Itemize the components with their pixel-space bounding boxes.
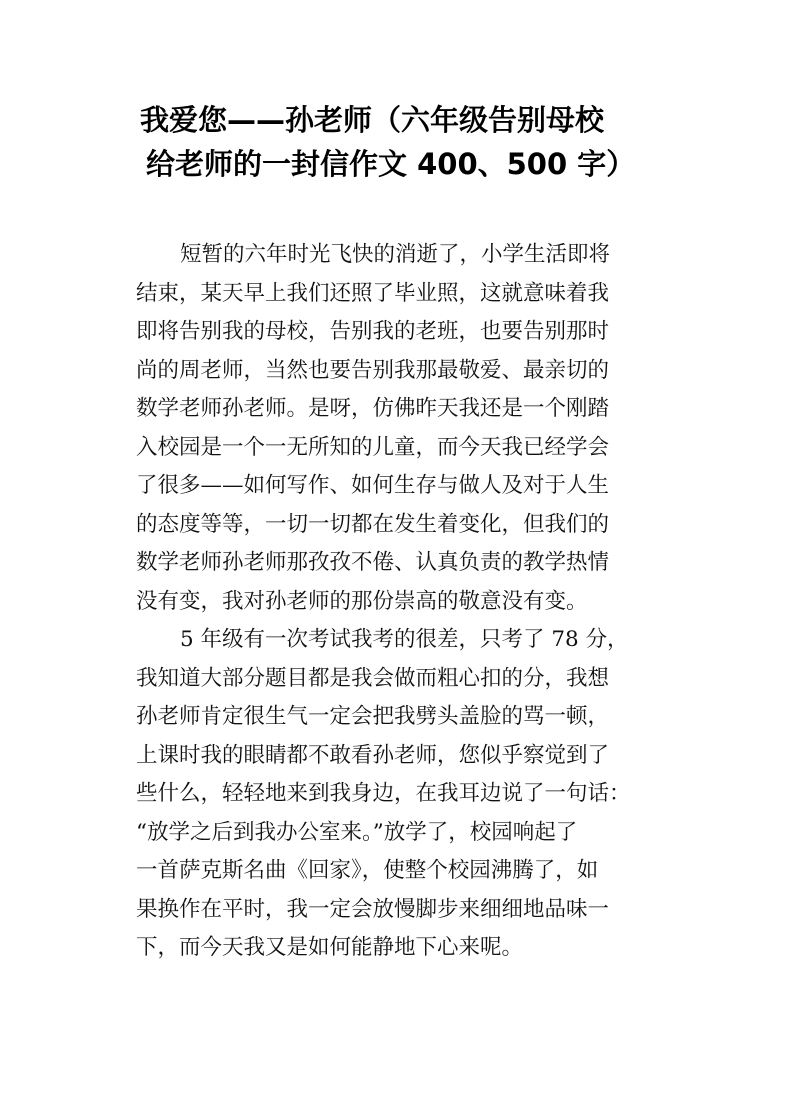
paragraph-line: 即将告别我的母校，告别我的老班，也要告别那时 [136,319,610,344]
title-line: 给老师的一封信作文 400、500 字） [146,147,636,181]
paragraph-2 [136,621,664,968]
paragraph-line: 尚的周老师，当然也要告别我那最敬爱、最亲切的 [136,357,610,383]
paragraph-line: “放学之后到我办公室来。”放学了，校园响起了 [136,819,578,845]
paragraph-line: 我知道大部分题目都是我会做而粗心扣的分，我想 [136,665,610,691]
document-body [136,236,664,968]
title-line: 我爱您——孙老师（六年级告别母校 [140,103,605,137]
document-title [120,98,680,186]
paragraph-line: 一首萨克斯名曲《回家》，使整个校园沸腾了，如 [136,858,599,883]
paragraph-line: 些什么，轻轻地来到我身边，在我耳边说了一句话： [136,781,631,806]
paragraph-line: 短暂的六年时光飞快的消逝了，小学生活即将 [180,242,611,267]
paragraph-line: 5 年级有一次考试我考的很差，只考了 78 分， [180,627,629,652]
paragraph-line: 下，而今天我又是如何能静地下心来呢。 [136,935,524,960]
paragraph-1 [136,236,664,621]
paragraph-line: 没有变，我对孙老师的那份崇高的敬意没有变。 [136,588,588,614]
paragraph-line: 入校园是一个一无所知的儿童，而今天我已经学会 [136,434,610,460]
paragraph-line: 了很多——如何写作、如何生存与做人及对于人生 [136,473,610,498]
paragraph-line: 孙老师肯定很生气一定会把我劈头盖脸的骂一顿， [136,704,610,729]
paragraph-line: 数学老师孙老师。是呀，仿佛昨天我还是一个刚踏 [136,396,610,421]
paragraph-line: 的态度等等，一切一切都在发生着变化，但我们的 [136,511,610,537]
paragraph-line: 果换作在平时，我一定会放慢脚步来细细地品味一 [136,896,610,922]
paragraph-line: 上课时我的眼睛都不敢看孙老师，您似乎察觉到了 [136,742,610,768]
paragraph-line: 结束，某天早上我们还照了毕业照，这就意味着我 [136,280,610,306]
paragraph-line: 数学老师孙老师那孜孜不倦、认真负责的教学热情 [136,550,610,575]
